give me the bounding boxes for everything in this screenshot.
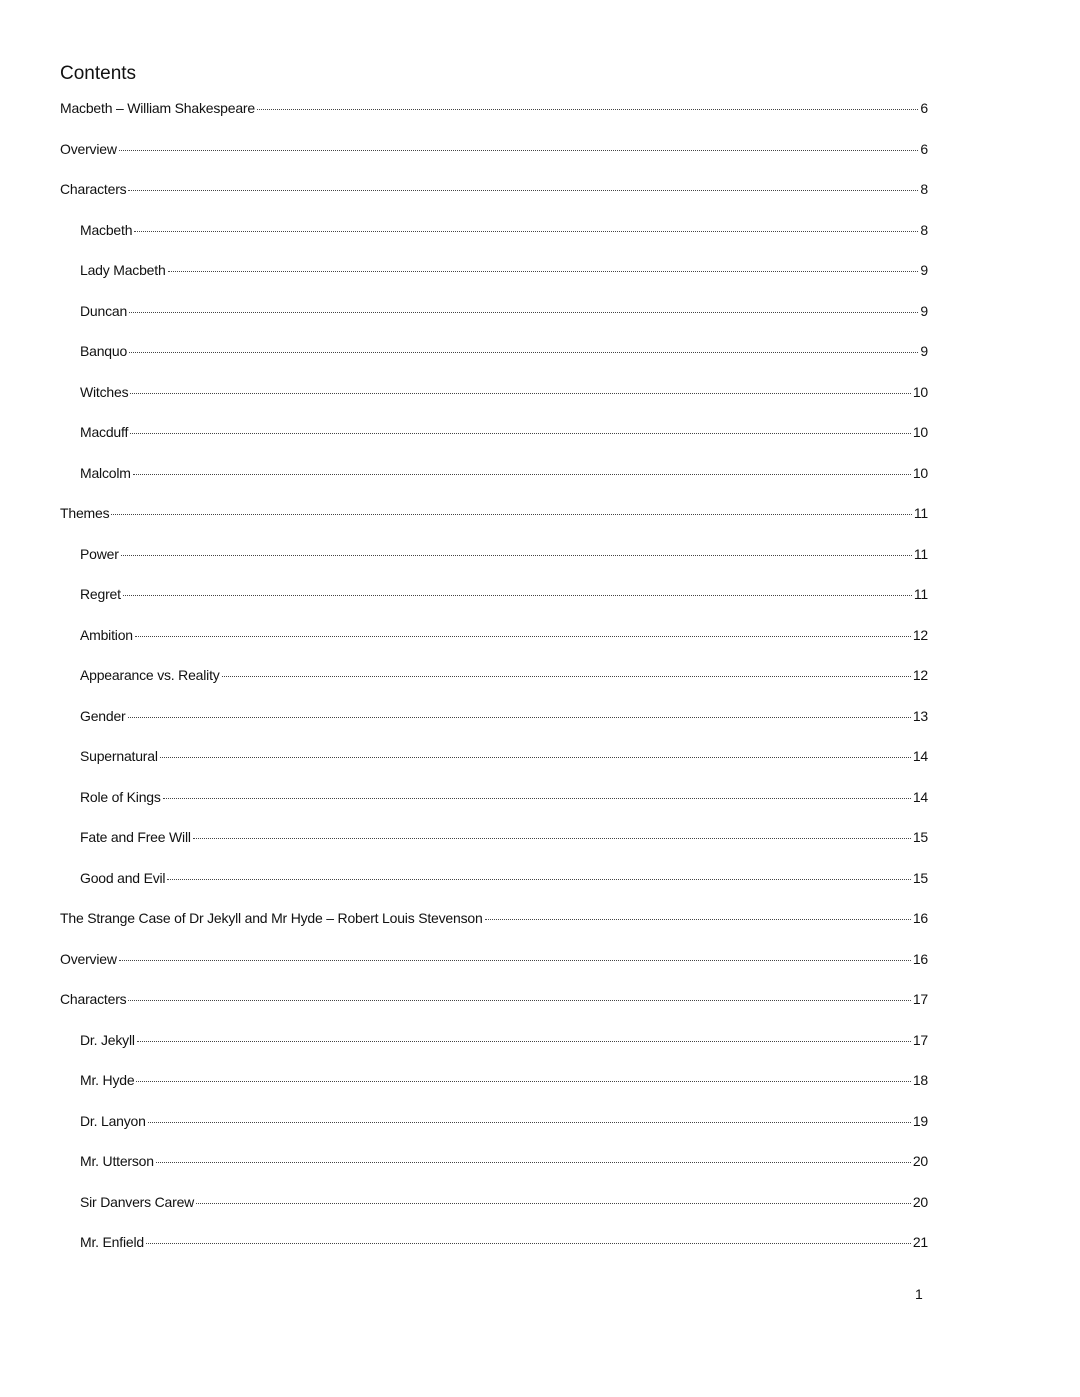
dot-leader	[129, 352, 918, 353]
toc-entry-label: Power	[80, 545, 119, 562]
toc-entry[interactable]	[80, 1032, 928, 1056]
dot-leader	[137, 1041, 911, 1042]
toc-entry-page: 8	[920, 181, 928, 197]
toc-entry-label: Mr. Enfield	[80, 1234, 144, 1250]
dot-leader	[129, 312, 918, 313]
toc-entry-label: Duncan	[80, 302, 128, 319]
dot-leader	[133, 474, 911, 475]
toc-entry-page: 12	[912, 626, 928, 643]
dot-leader	[130, 393, 910, 394]
dot-leader	[196, 1203, 911, 1204]
toc-entry[interactable]	[80, 1113, 928, 1137]
toc-entry-label: Witches	[80, 383, 129, 400]
toc-entry[interactable]	[60, 141, 928, 165]
dot-leader	[119, 150, 919, 151]
toc-entry-label: Macbeth – William Shakespeare	[60, 100, 255, 116]
toc-entry-label: Lady Macbeth	[80, 262, 166, 278]
dot-leader	[222, 676, 911, 677]
toc-entry[interactable]	[80, 1234, 928, 1258]
toc-entry-label: Banquo	[80, 343, 128, 359]
toc-entry-label: Macduff	[80, 424, 129, 440]
toc-entry[interactable]	[80, 1153, 928, 1177]
toc-entry[interactable]	[60, 910, 928, 934]
toc-entry[interactable]	[80, 708, 928, 732]
dot-leader	[148, 1122, 911, 1123]
toc-entry[interactable]	[60, 181, 928, 205]
toc-entry-page: 9	[920, 262, 928, 278]
toc-entry-label: Gender	[80, 707, 126, 724]
toc-entry-page: 16	[912, 950, 928, 967]
toc-entry[interactable]	[80, 546, 928, 570]
toc-entry-label: Dr. Lanyon	[80, 1112, 146, 1129]
dot-leader	[111, 514, 911, 515]
page-number: 1	[915, 1286, 923, 1302]
toc-entry-page: 14	[912, 748, 928, 764]
toc-entry-page: 6	[920, 100, 928, 116]
toc-entry[interactable]	[80, 829, 928, 853]
toc-entry-page: 20	[912, 1153, 928, 1169]
dot-leader	[160, 757, 911, 758]
toc-entry-page: 19	[912, 1112, 928, 1129]
toc-entry-label: Themes	[60, 505, 110, 521]
toc-entry-label: Macbeth	[80, 221, 133, 238]
dot-leader	[193, 838, 911, 839]
toc-entry[interactable]	[80, 262, 928, 286]
toc-entry-label: Overview	[60, 140, 117, 157]
toc-entry-page: 21	[912, 1234, 928, 1250]
toc-entry[interactable]	[80, 870, 928, 894]
toc-entry-page: 8	[920, 221, 928, 238]
toc-entry-label: Characters	[60, 181, 127, 197]
dot-leader	[163, 798, 911, 799]
toc-entry-page: 17	[912, 991, 928, 1007]
toc-entry[interactable]	[60, 991, 928, 1015]
dot-leader	[167, 879, 910, 880]
toc-entry-page: 10	[912, 464, 928, 481]
toc-entry-label: Supernatural	[80, 748, 158, 764]
toc-entry[interactable]	[80, 303, 928, 327]
toc-entry-label: Regret	[80, 586, 121, 602]
toc-entry-label: The Strange Case of Dr Jekyll and Mr Hyde – Robert Louis Stevenson	[60, 910, 483, 926]
toc-entry-page: 6	[920, 140, 928, 157]
toc-entry-page: 18	[912, 1072, 928, 1088]
toc-entry-label: Mr. Utterson	[80, 1153, 154, 1169]
toc-entry[interactable]	[80, 586, 928, 610]
toc-entry-page: 10	[912, 383, 928, 400]
toc-entry-page: 13	[912, 707, 928, 724]
dot-leader	[121, 555, 912, 556]
dot-leader	[130, 433, 911, 434]
toc-entry[interactable]	[80, 789, 928, 813]
toc-entry-label: Ambition	[80, 626, 133, 643]
toc-entry-page: 9	[920, 343, 928, 359]
dot-leader	[134, 231, 918, 232]
toc-entry[interactable]	[80, 424, 928, 448]
toc-entry-page: 16	[912, 910, 928, 926]
dot-leader	[128, 717, 911, 718]
toc-entry[interactable]	[80, 384, 928, 408]
toc-entry-page: 11	[913, 586, 928, 602]
toc-entry-label: Characters	[60, 991, 127, 1007]
toc-entry-label: Dr. Jekyll	[80, 1031, 135, 1048]
toc-entry[interactable]	[60, 100, 928, 124]
toc-entry[interactable]	[80, 748, 928, 772]
dot-leader	[257, 109, 918, 110]
toc-entry-page: 15	[912, 829, 928, 845]
toc-entry-label: Fate and Free Will	[80, 829, 191, 845]
dot-leader	[136, 1081, 910, 1082]
toc-entry[interactable]	[80, 222, 928, 246]
toc-entry-page: 20	[912, 1193, 928, 1210]
toc-entry-page: 10	[912, 424, 928, 440]
toc-entry-page: 12	[912, 667, 928, 683]
toc-entry-page: 17	[912, 1031, 928, 1048]
toc-entry[interactable]	[80, 465, 928, 489]
toc-entry-label: Malcolm	[80, 464, 131, 481]
toc-entry-page: 9	[920, 302, 928, 319]
toc-entry-label: Appearance vs. Reality	[80, 667, 220, 683]
toc-entry-label: Good and Evil	[80, 869, 166, 886]
toc-entry-page: 11	[913, 545, 928, 562]
toc-entry-label: Overview	[60, 950, 117, 967]
dot-leader	[119, 960, 911, 961]
toc-entry-page: 11	[913, 505, 928, 521]
toc-entry-label: Sir Danvers Carew	[80, 1193, 195, 1210]
dot-leader	[168, 271, 919, 272]
toc-entry[interactable]	[80, 667, 928, 691]
dot-leader	[146, 1243, 911, 1244]
dot-leader	[128, 190, 918, 191]
toc-entry[interactable]	[80, 1072, 928, 1096]
toc-entry[interactable]	[80, 1194, 928, 1218]
dot-leader	[156, 1162, 911, 1163]
toc-entry[interactable]	[60, 951, 928, 975]
dot-leader	[485, 919, 911, 920]
toc-entry[interactable]	[60, 505, 928, 529]
toc-entry-label: Role of Kings	[80, 788, 161, 805]
toc-entry-label: Mr. Hyde	[80, 1072, 135, 1088]
dot-leader	[123, 595, 912, 596]
contents-heading: Contents	[60, 63, 137, 84]
toc-entry-page: 14	[912, 788, 928, 805]
toc-entry[interactable]	[80, 627, 928, 651]
toc-entry-page: 15	[912, 869, 928, 886]
toc-entry[interactable]	[80, 343, 928, 367]
dot-leader	[135, 636, 911, 637]
dot-leader	[128, 1000, 910, 1001]
